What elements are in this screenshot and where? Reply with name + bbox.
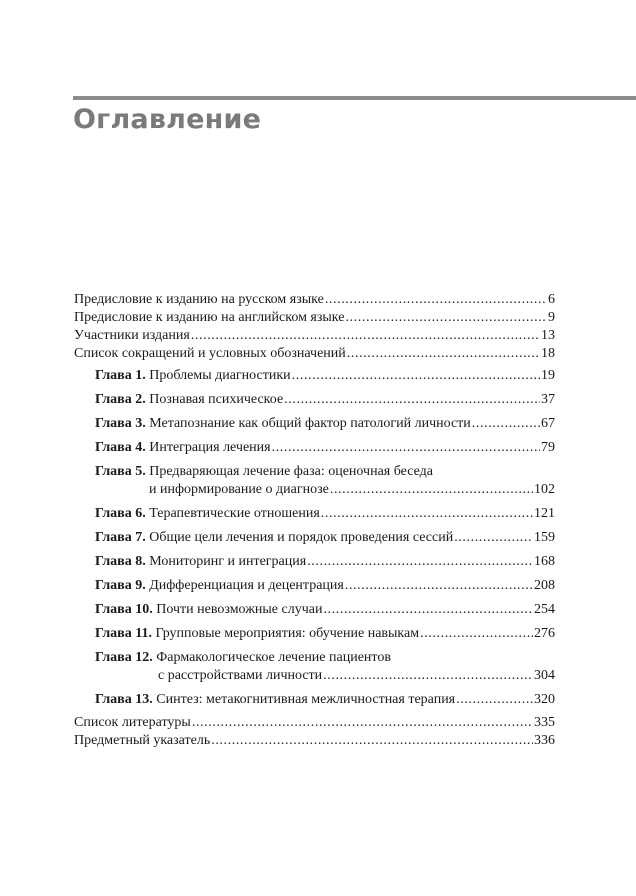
table-of-contents [74, 291, 555, 750]
toc-chapter-4[interactable] [74, 439, 555, 457]
chapter-number: Глава 12. [95, 650, 153, 665]
toc-entry-label: Список литературы [74, 715, 191, 730]
chapter-title: Групповые мероприятия: обучение навыкам [155, 626, 420, 641]
toc-chapter-label [95, 625, 419, 643]
toc-page-number: 13 [541, 328, 555, 343]
page-title: Оглавление [73, 104, 262, 135]
toc-chapter-label [95, 415, 471, 433]
leader-dots [284, 391, 540, 409]
toc-page-number: 335 [534, 715, 555, 730]
toc-chapter-label [95, 649, 555, 667]
chapter-number: Глава 6. [95, 506, 146, 521]
toc-page-number: 79 [541, 440, 555, 455]
toc-chapter-continuation [95, 481, 555, 499]
chapter-number: Глава 8. [95, 554, 146, 569]
toc-chapter-12[interactable] [74, 649, 555, 685]
toc-page-number: 102 [534, 482, 555, 497]
leader-dots [292, 367, 540, 385]
toc-entry-label: Предисловие к изданию на английском языке [74, 310, 345, 325]
toc-entry-abbreviations[interactable] [74, 345, 555, 363]
chapter-number: Глава 4. [95, 440, 146, 455]
leader-dots [345, 309, 547, 327]
toc-entry-index[interactable] [74, 732, 555, 750]
toc-chapter-11[interactable] [74, 625, 555, 643]
chapter-number: Глава 7. [95, 530, 146, 545]
chapter-title: Почти невозможные случаи [156, 602, 323, 617]
toc-entry-label: Предисловие к изданию на русском языке [74, 292, 324, 307]
chapter-number: Глава 11. [95, 626, 152, 641]
toc-entry-preface-ru[interactable] [74, 291, 555, 309]
toc-chapter-7[interactable] [74, 529, 555, 547]
toc-chapter-9[interactable] [74, 577, 555, 595]
chapter-title: Интеграция лечения [149, 440, 271, 455]
toc-page-number: 19 [541, 368, 555, 383]
toc-chapter-8[interactable] [74, 553, 555, 571]
chapter-number: Глава 2. [95, 392, 146, 407]
toc-chapter-label [95, 577, 344, 595]
toc-chapter-label [95, 529, 453, 547]
toc-chapter-1[interactable] [74, 367, 555, 385]
toc-page-number: 6 [548, 292, 555, 307]
leader-dots [192, 714, 533, 732]
toc-entry-preface-en[interactable] [74, 309, 555, 327]
leader-dots [323, 667, 533, 685]
leader-dots [345, 577, 533, 595]
toc-chapter-label [95, 463, 555, 481]
chapter-number: Глава 3. [95, 416, 146, 431]
toc-page-number: 9 [548, 310, 555, 325]
chapter-number: Глава 5. [95, 464, 146, 479]
toc-chapter-label [95, 601, 322, 619]
toc-page-number: 336 [534, 733, 555, 748]
toc-page-number: 320 [534, 692, 555, 707]
chapter-title: Метапознание как общий фактор патологий личности [149, 416, 471, 431]
toc-page-number: 276 [534, 626, 555, 641]
toc-page-number: 254 [534, 602, 555, 617]
leader-dots [420, 625, 533, 643]
toc-page-number: 304 [534, 668, 555, 683]
chapter-title-continued: с расстройствами личности [158, 668, 323, 683]
toc-entry-contributors[interactable] [74, 327, 555, 345]
toc-chapter-10[interactable] [74, 601, 555, 619]
leader-dots [454, 529, 533, 547]
toc-page-number: 159 [534, 530, 555, 545]
toc-chapter-5[interactable] [74, 463, 555, 499]
toc-chapter-label [95, 691, 455, 709]
chapter-title: Общие цели лечения и порядок проведения сессий [149, 530, 454, 545]
chapter-title: Синтез: метакогнитивная межличностная терапия [156, 692, 456, 707]
toc-chapter-label [95, 439, 271, 457]
leader-dots [456, 691, 533, 709]
toc-page-number: 168 [534, 554, 555, 569]
chapter-number: Глава 13. [95, 692, 153, 707]
leader-dots [307, 553, 533, 571]
chapter-number: Глава 1. [95, 368, 146, 383]
leader-dots [323, 601, 533, 619]
chapter-title: Мониторинг и интеграция [149, 554, 307, 569]
leader-dots [330, 481, 533, 499]
toc-page-number: 37 [541, 392, 555, 407]
leader-dots [472, 415, 540, 433]
toc-chapter-label [95, 367, 291, 385]
chapter-title: Предваряющая лечение фаза: оценочная беседа [149, 464, 433, 479]
toc-page-number: 67 [541, 416, 555, 431]
toc-chapter-13[interactable] [74, 691, 555, 709]
toc-chapter-label [95, 391, 283, 409]
toc-entry-label: Участники издания [74, 328, 190, 343]
header-rule [73, 96, 636, 100]
toc-entry-label: Предметный указатель [74, 733, 211, 748]
toc-entry-label: Список сокращений и условных обозначений [74, 346, 346, 361]
toc-chapter-label [95, 553, 306, 571]
chapter-number: Глава 9. [95, 578, 146, 593]
toc-chapter-2[interactable] [74, 391, 555, 409]
toc-chapter-6[interactable] [74, 505, 555, 523]
chapter-title: Терапевтические отношения [149, 506, 320, 521]
toc-chapter-3[interactable] [74, 415, 555, 433]
leader-dots [325, 291, 547, 309]
toc-page-number: 208 [534, 578, 555, 593]
toc-chapter-label [95, 505, 320, 523]
leader-dots [211, 732, 533, 750]
chapter-number: Глава 10. [95, 602, 153, 617]
toc-page-number: 18 [541, 346, 555, 361]
chapter-title-continued: и информирование о диагнозе [149, 482, 329, 497]
toc-page-number: 121 [534, 506, 555, 521]
leader-dots [321, 505, 533, 523]
chapter-title: Познавая психическое [149, 392, 284, 407]
chapter-title: Фармакологическое лечение пациентов [156, 650, 391, 665]
chapter-title: Дифференциация и децентрация [149, 578, 344, 593]
leader-dots [272, 439, 540, 457]
toc-entry-references[interactable] [74, 714, 555, 732]
chapter-title: Проблемы диагностики [149, 368, 291, 383]
toc-chapter-continuation [95, 667, 555, 685]
leader-dots [347, 345, 540, 363]
leader-dots [191, 327, 540, 345]
